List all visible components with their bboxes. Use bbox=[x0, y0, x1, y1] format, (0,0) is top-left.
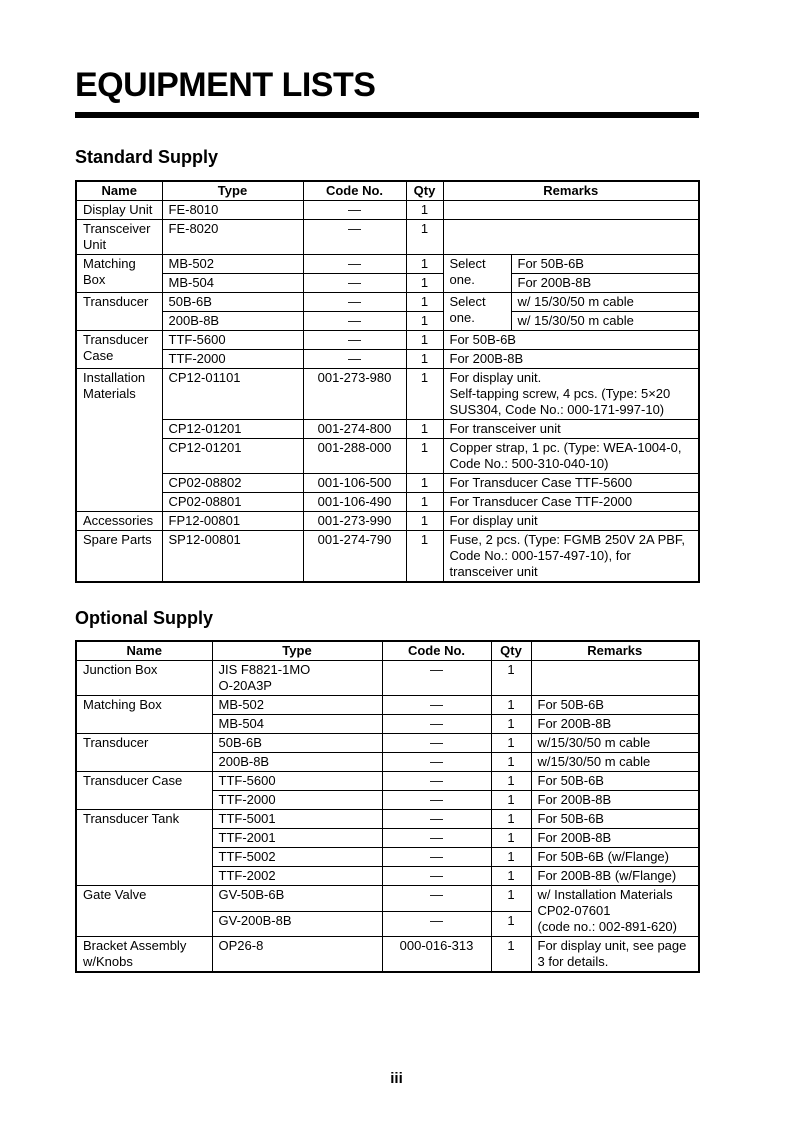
quantity-cell: 1 bbox=[406, 369, 443, 420]
code-number-cell: — bbox=[303, 312, 406, 331]
remarks-cell: For 200B-8B (w/Flange) bbox=[531, 867, 699, 886]
table-row bbox=[76, 420, 699, 439]
remarks-cell: For 200B-8B bbox=[443, 350, 699, 369]
table-row bbox=[76, 369, 699, 420]
quantity-cell: 1 bbox=[406, 439, 443, 474]
table-row bbox=[76, 350, 699, 369]
code-number-cell: — bbox=[382, 734, 491, 753]
column-header: Code No. bbox=[382, 641, 491, 661]
type-cell: FP12-00801 bbox=[162, 512, 303, 531]
table-row bbox=[76, 312, 699, 331]
remarks-cell: Fuse, 2 pcs. (Type: FGMB 250V 2A PBF, Code No.: 000-157-497-10), for transceiver unit bbox=[443, 531, 699, 583]
type-cell: OP26-8 bbox=[212, 937, 382, 973]
item-name-cell: Transducer bbox=[76, 734, 212, 772]
table-row bbox=[76, 886, 699, 912]
type-cell: 200B-8B bbox=[162, 312, 303, 331]
type-cell: CP02-08801 bbox=[162, 493, 303, 512]
item-name-cell: Display Unit bbox=[76, 201, 162, 220]
quantity-cell: 1 bbox=[406, 274, 443, 293]
code-number-cell: 001-288-000 bbox=[303, 439, 406, 474]
table-row bbox=[76, 201, 699, 220]
quantity-cell: 1 bbox=[406, 474, 443, 493]
code-number-cell: — bbox=[303, 220, 406, 255]
table-row bbox=[76, 772, 699, 791]
quantity-cell: 1 bbox=[406, 220, 443, 255]
type-cell: JIS F8821-1MO O-20A3P bbox=[212, 661, 382, 696]
quantity-cell: 1 bbox=[491, 715, 531, 734]
optional-supply-heading: Optional Supply bbox=[75, 608, 213, 628]
item-name-cell: Transducer Tank bbox=[76, 810, 212, 886]
table-row bbox=[76, 734, 699, 753]
quantity-cell: 1 bbox=[406, 201, 443, 220]
table-row bbox=[76, 274, 699, 293]
remarks-cell: For 200B-8B bbox=[511, 274, 699, 293]
code-number-cell: 001-106-500 bbox=[303, 474, 406, 493]
quantity-cell: 1 bbox=[491, 829, 531, 848]
remarks-cell: For 50B-6B bbox=[531, 696, 699, 715]
optional-supply-table bbox=[75, 640, 700, 973]
remarks-cell: w/15/30/50 m cable bbox=[531, 753, 699, 772]
type-cell: MB-504 bbox=[162, 274, 303, 293]
column-header: Code No. bbox=[303, 181, 406, 201]
code-number-cell: 001-274-790 bbox=[303, 531, 406, 583]
code-number-cell: — bbox=[382, 911, 491, 937]
remarks-cell bbox=[443, 201, 699, 220]
quantity-cell: 1 bbox=[491, 848, 531, 867]
quantity-cell: 1 bbox=[491, 810, 531, 829]
item-name-cell: Matching Box bbox=[76, 696, 212, 734]
table-row bbox=[76, 220, 699, 255]
remarks-cell: For 200B-8B bbox=[531, 829, 699, 848]
type-cell: TTF-5600 bbox=[162, 331, 303, 350]
type-cell: MB-502 bbox=[162, 255, 303, 274]
type-cell: FE-8010 bbox=[162, 201, 303, 220]
code-number-cell: — bbox=[382, 867, 491, 886]
code-number-cell: — bbox=[382, 848, 491, 867]
remarks-cell: For display unit bbox=[443, 512, 699, 531]
type-cell: 200B-8B bbox=[212, 753, 382, 772]
select-note-cell: Select one. bbox=[443, 293, 511, 331]
remarks-cell: For 50B-6B bbox=[443, 331, 699, 350]
item-name-cell: Gate Valve bbox=[76, 886, 212, 937]
column-header: Name bbox=[76, 641, 212, 661]
table-row bbox=[76, 493, 699, 512]
remarks-cell: w/ Installation Materials CP02-07601 (code no.: 002-891-620) bbox=[531, 886, 699, 937]
column-header: Name bbox=[76, 181, 162, 201]
code-number-cell: 001-274-800 bbox=[303, 420, 406, 439]
table-row bbox=[76, 810, 699, 829]
remarks-cell: For transceiver unit bbox=[443, 420, 699, 439]
table-row bbox=[76, 331, 699, 350]
quantity-cell: 1 bbox=[406, 512, 443, 531]
remarks-cell: For 50B-6B bbox=[511, 255, 699, 274]
table-row bbox=[76, 512, 699, 531]
quantity-cell: 1 bbox=[491, 911, 531, 937]
table-row bbox=[76, 293, 699, 312]
column-header: Qty bbox=[491, 641, 531, 661]
quantity-cell: 1 bbox=[406, 255, 443, 274]
code-number-cell: — bbox=[303, 201, 406, 220]
table-header-row bbox=[76, 641, 699, 661]
quantity-cell: 1 bbox=[491, 661, 531, 696]
remarks-cell: For display unit. Self-tapping screw, 4 pcs. (Type: 5×20 SUS304, Code No.: 000-171-997-10) bbox=[443, 369, 699, 420]
quantity-cell: 1 bbox=[491, 886, 531, 912]
code-number-cell: — bbox=[382, 661, 491, 696]
item-name-cell: Transceiver Unit bbox=[76, 220, 162, 255]
type-cell: GV-200B-8B bbox=[212, 911, 382, 937]
title-rule bbox=[75, 112, 699, 118]
item-name-cell: Installation Materials bbox=[76, 369, 162, 512]
quantity-cell: 1 bbox=[491, 937, 531, 973]
code-number-cell: 001-273-990 bbox=[303, 512, 406, 531]
table-header-row bbox=[76, 181, 699, 201]
code-number-cell: 001-106-490 bbox=[303, 493, 406, 512]
quantity-cell: 1 bbox=[406, 420, 443, 439]
remarks-cell: For Transducer Case TTF-5600 bbox=[443, 474, 699, 493]
column-header: Remarks bbox=[531, 641, 699, 661]
type-cell: CP02-08802 bbox=[162, 474, 303, 493]
quantity-cell: 1 bbox=[491, 867, 531, 886]
item-name-cell: Spare Parts bbox=[76, 531, 162, 583]
quantity-cell: 1 bbox=[406, 493, 443, 512]
quantity-cell: 1 bbox=[406, 312, 443, 331]
type-cell: GV-50B-6B bbox=[212, 886, 382, 912]
code-number-cell: — bbox=[382, 696, 491, 715]
remarks-cell: For 50B-6B bbox=[531, 810, 699, 829]
type-cell: TTF-2002 bbox=[212, 867, 382, 886]
item-name-cell: Accessories bbox=[76, 512, 162, 531]
quantity-cell: 1 bbox=[406, 293, 443, 312]
column-header: Remarks bbox=[443, 181, 699, 201]
item-name-cell: Bracket Assembly w/Knobs bbox=[76, 937, 212, 973]
code-number-cell: 000-016-313 bbox=[382, 937, 491, 973]
remarks-cell: w/ 15/30/50 m cable bbox=[511, 312, 699, 331]
code-number-cell: — bbox=[382, 772, 491, 791]
type-cell: MB-504 bbox=[212, 715, 382, 734]
quantity-cell: 1 bbox=[406, 531, 443, 583]
table-row bbox=[76, 696, 699, 715]
type-cell: TTF-5600 bbox=[212, 772, 382, 791]
code-number-cell: — bbox=[303, 350, 406, 369]
type-cell: 50B-6B bbox=[212, 734, 382, 753]
type-cell: TTF-2000 bbox=[212, 791, 382, 810]
code-number-cell: — bbox=[382, 829, 491, 848]
page-title: EQUIPMENT LISTS bbox=[75, 66, 376, 104]
remarks-cell: For 50B-6B bbox=[531, 772, 699, 791]
item-name-cell: Matching Box bbox=[76, 255, 162, 293]
quantity-cell: 1 bbox=[491, 791, 531, 810]
type-cell: 50B-6B bbox=[162, 293, 303, 312]
table-row bbox=[76, 439, 699, 474]
quantity-cell: 1 bbox=[491, 753, 531, 772]
item-name-cell: Junction Box bbox=[76, 661, 212, 696]
standard-supply-table bbox=[75, 180, 700, 583]
remarks-cell: For 200B-8B bbox=[531, 791, 699, 810]
type-cell: TTF-2001 bbox=[212, 829, 382, 848]
column-header: Qty bbox=[406, 181, 443, 201]
code-number-cell: — bbox=[303, 293, 406, 312]
type-cell: CP12-01201 bbox=[162, 439, 303, 474]
quantity-cell: 1 bbox=[491, 772, 531, 791]
item-name-cell: Transducer Case bbox=[76, 331, 162, 369]
page-number: iii bbox=[390, 1070, 403, 1087]
code-number-cell: — bbox=[303, 331, 406, 350]
remarks-cell: w/15/30/50 m cable bbox=[531, 734, 699, 753]
quantity-cell: 1 bbox=[406, 350, 443, 369]
remarks-cell: Copper strap, 1 pc. (Type: WEA-1004-0, Code No.: 500-310-040-10) bbox=[443, 439, 699, 474]
type-cell: FE-8020 bbox=[162, 220, 303, 255]
code-number-cell: — bbox=[382, 753, 491, 772]
type-cell: MB-502 bbox=[212, 696, 382, 715]
column-header: Type bbox=[162, 181, 303, 201]
quantity-cell: 1 bbox=[491, 696, 531, 715]
column-header: Type bbox=[212, 641, 382, 661]
type-cell: TTF-2000 bbox=[162, 350, 303, 369]
remarks-cell: For Transducer Case TTF-2000 bbox=[443, 493, 699, 512]
remarks-cell: For display unit, see page 3 for details. bbox=[531, 937, 699, 973]
code-number-cell: — bbox=[382, 715, 491, 734]
table-row bbox=[76, 937, 699, 973]
code-number-cell: — bbox=[303, 255, 406, 274]
code-number-cell: — bbox=[382, 791, 491, 810]
table-row bbox=[76, 661, 699, 696]
type-cell: SP12-00801 bbox=[162, 531, 303, 583]
select-note-cell: Select one. bbox=[443, 255, 511, 293]
quantity-cell: 1 bbox=[406, 331, 443, 350]
type-cell: CP12-01101 bbox=[162, 369, 303, 420]
type-cell: TTF-5002 bbox=[212, 848, 382, 867]
code-number-cell: 001-273-980 bbox=[303, 369, 406, 420]
quantity-cell: 1 bbox=[491, 734, 531, 753]
table-row bbox=[76, 474, 699, 493]
code-number-cell: — bbox=[382, 886, 491, 912]
remarks-cell: w/ 15/30/50 m cable bbox=[511, 293, 699, 312]
item-name-cell: Transducer bbox=[76, 293, 162, 331]
item-name-cell: Transducer Case bbox=[76, 772, 212, 810]
code-number-cell: — bbox=[382, 810, 491, 829]
type-cell: CP12-01201 bbox=[162, 420, 303, 439]
remarks-cell: For 50B-6B (w/Flange) bbox=[531, 848, 699, 867]
remarks-cell: For 200B-8B bbox=[531, 715, 699, 734]
standard-supply-heading: Standard Supply bbox=[75, 147, 219, 167]
table-row bbox=[76, 531, 699, 583]
remarks-cell bbox=[531, 661, 699, 696]
remarks-cell bbox=[443, 220, 699, 255]
code-number-cell: — bbox=[303, 274, 406, 293]
type-cell: TTF-5001 bbox=[212, 810, 382, 829]
table-row bbox=[76, 255, 699, 274]
